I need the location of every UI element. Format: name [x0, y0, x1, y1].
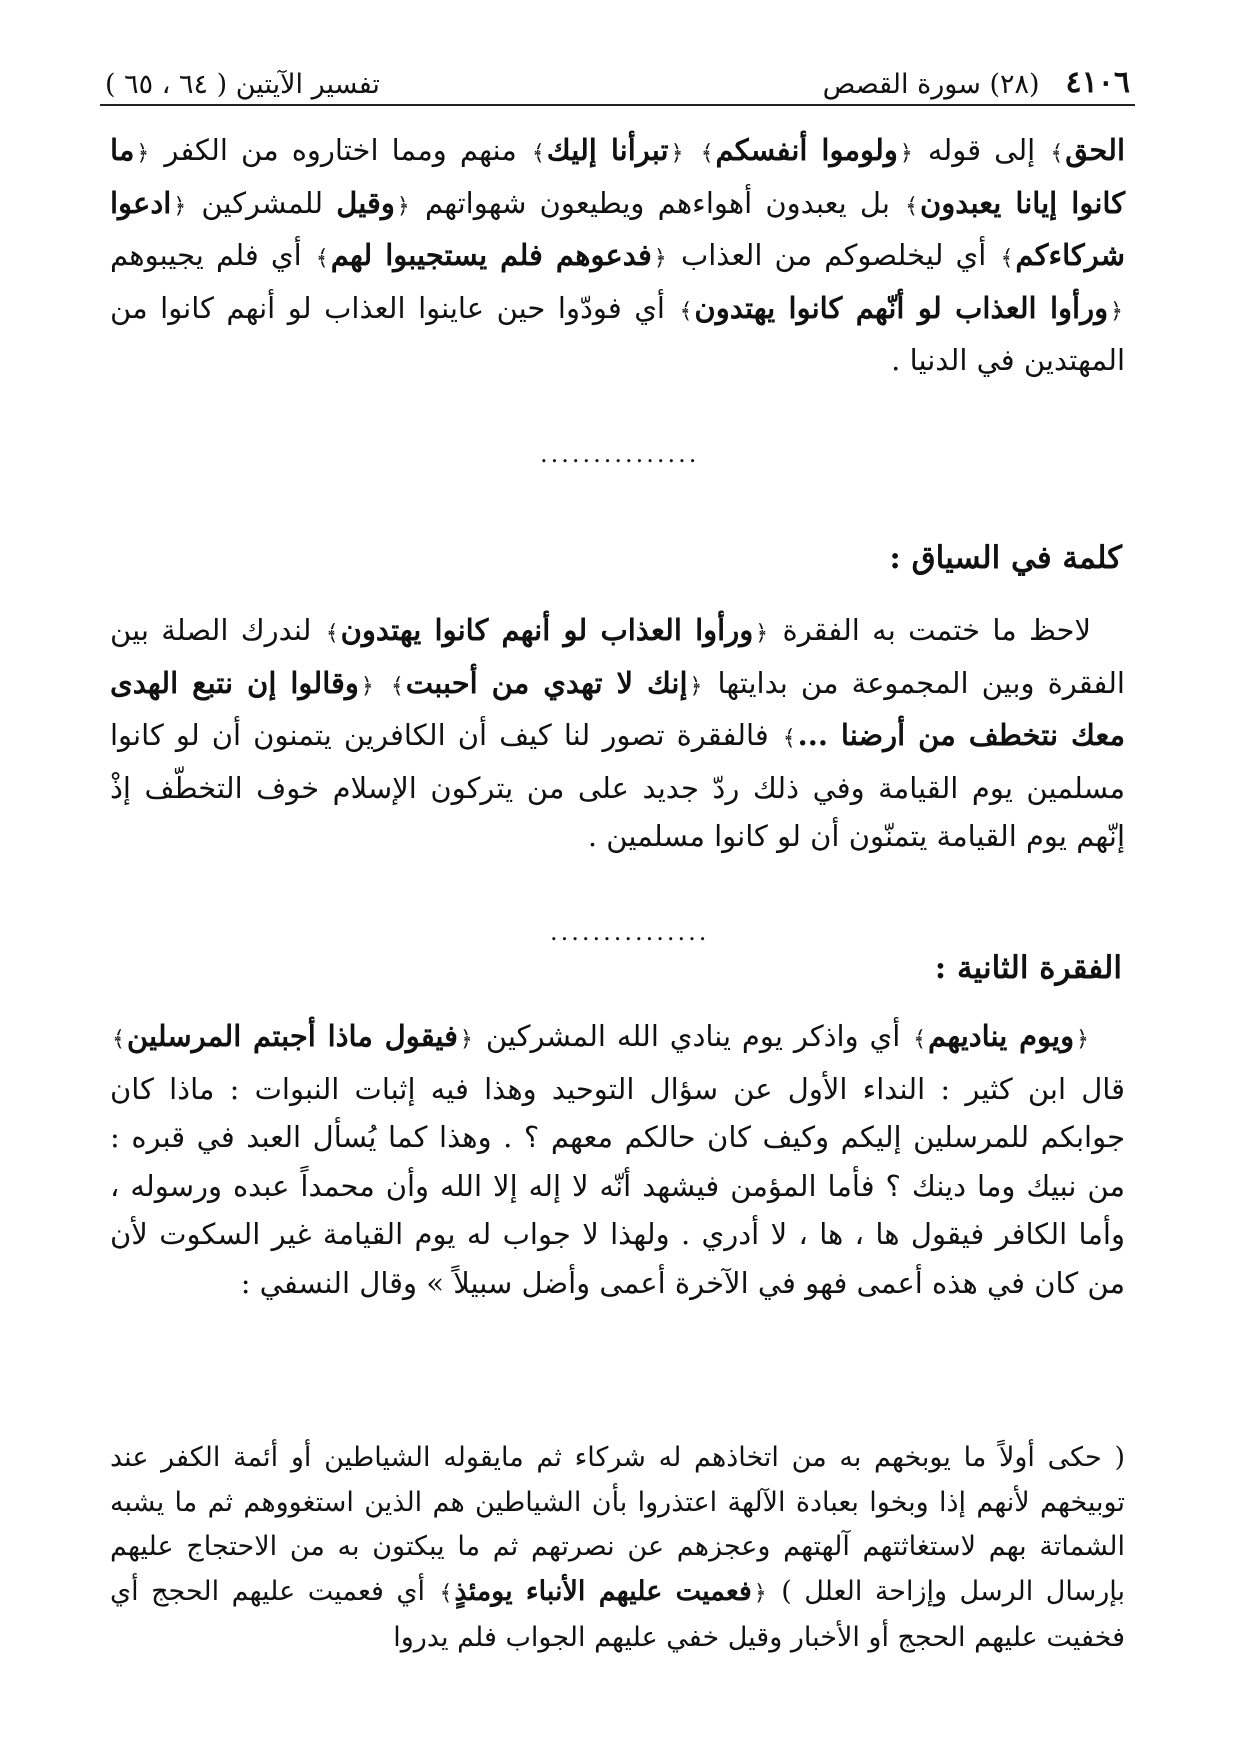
- ornament-close-icon: ﴾: [782, 726, 796, 751]
- paragraph-text: [110, 126, 1125, 385]
- ornament-open-icon: ﴿: [899, 141, 913, 166]
- commentary-text: قال ابن كثير : النداء الأول عن سؤال التوحيد وهذا فيه إثبات النبوات : ماذا كان جوابكم للمرسلين إليكم وكيف كان حالكم معهم ؟ . وهذا كما يُسأل العبد في قبره : من نبيك وما دينك ؟ فأما المؤمن فيشهد أنّه لا إله إلا الله وأن محمداً عبده ورسوله ، وأما الكافر فيقول ها ، ها ، لا أدري . ولهذا لا جواب له يوم القيامة غير السكوت لأن من كان في هذه أعمى فهو في الآخرة أعمى وأضل سبيلاً » وقال النسفي :: [110, 1071, 1125, 1300]
- paragraph-ibn-kathir: [110, 1012, 1125, 1307]
- ornament-open-icon: ﴿: [689, 673, 703, 699]
- ornament-close-icon: ﴾: [390, 673, 404, 699]
- separator-dots: ...............: [540, 440, 700, 468]
- page-number: ٤١٠٦: [1065, 65, 1130, 100]
- quran-quote: وقالوا إن نتبع الهدى معك نتخطف من أرضنا ...: [110, 665, 1126, 752]
- quran-quote: فيقول ماذا أجبتم المرسلين: [126, 1019, 459, 1053]
- quran-quote: وقيل: [336, 185, 395, 220]
- ornament-open-icon: ﴿: [670, 141, 684, 166]
- ornament-close-icon: ﴾: [315, 246, 329, 271]
- commentary-text: إلى قوله: [927, 133, 1036, 167]
- surah-title: (٢٨) سورة القصص: [822, 69, 1040, 100]
- ornament-close-icon: ﴾: [700, 141, 714, 166]
- ornament-open-icon: ﴿: [1076, 1027, 1090, 1052]
- commentary-text: للمشركين: [201, 185, 324, 220]
- quran-quote: ويوم يناديهم: [928, 1019, 1075, 1053]
- paragraph-intro: [110, 126, 1125, 385]
- ornament-open-icon: ﴿: [1110, 298, 1124, 324]
- quran-quote: ادعوا شركاءكم: [110, 185, 1126, 272]
- quran-quote: الحق: [1065, 133, 1126, 167]
- quran-quote: إنك لا تهدي من أحببت: [405, 665, 688, 700]
- verses-title: تفسير الآيتين ( ٦٤ ، ٦٥ ): [105, 69, 380, 100]
- commentary-text: بل يعبدون أهواءهم ويطيعون شهواتهم: [424, 185, 890, 220]
- quran-quote: ورأوا العذاب لو أنهم كانوا يهتدون: [340, 613, 754, 647]
- paragraph-nasafi-quote: [110, 1436, 1125, 1661]
- ornament-open-icon: ﴿: [460, 1027, 473, 1052]
- quran-quote: تبرأنا إليك: [546, 133, 669, 167]
- paragraph-text: [110, 1436, 1125, 1661]
- ornament-close-icon: ﴾: [913, 1027, 927, 1052]
- section-heading-second-passage: الفقرة الثانية :: [934, 950, 1122, 986]
- commentary-text: لندرك الصلة بين الفقرة وبين المجموعة من بدايتها: [110, 613, 1125, 700]
- ornament-close-icon: ﴾: [112, 1027, 125, 1052]
- quran-quote: ورأوا العذاب لو أنّهم كانوا يهتدون: [694, 290, 1109, 325]
- running-header: [105, 58, 1130, 100]
- paragraph-text: [110, 1012, 1125, 1307]
- section-heading-context: كلمة في السياق :: [889, 540, 1122, 576]
- quran-quote: ما كانوا إيانا يعبدون: [110, 133, 1126, 220]
- quran-quote: فدعوهم فلم يستجيبوا لهم: [330, 238, 652, 272]
- ornament-close-icon: ﴾: [439, 1580, 453, 1606]
- ornament-open-icon: ﴿: [753, 1580, 767, 1606]
- commentary-text: منهم ومما اختاروه من الكفر: [164, 133, 517, 167]
- ornament-close-icon: ﴾: [1050, 141, 1064, 166]
- ornament-close-icon: ﴾: [531, 141, 545, 166]
- ornament-open-icon: ﴿: [360, 673, 374, 699]
- ornament-close-icon: ﴾: [905, 193, 918, 219]
- commentary-text: فالفقرة تصور لنا كيف أن الكافرين يتمنون أن لو كانوا مسلمين يوم القيامة وفي ذلك ردّ جديد على من يتركون الإسلام خوف التخطّف إذْ إنّهم يوم القيامة يتمنّون أن لو كانوا مسلمين .: [110, 718, 1125, 853]
- header-rule: [100, 104, 1135, 106]
- quran-quote: ولوموا أنفسكم: [715, 133, 898, 167]
- commentary-text: أي واذكر يوم ينادي الله المشركين: [485, 1019, 901, 1053]
- paragraph-context: [110, 606, 1125, 861]
- ornament-open-icon: ﴿: [173, 193, 187, 219]
- commentary-text: أي فلم يجيبوهم: [110, 238, 302, 272]
- commentary-text: لاحظ ما ختمت به الفقرة: [782, 613, 1092, 647]
- commentary-text: أي فودّوا حين عاينوا العذاب لو أنهم كانوا من المهتدين في الدنيا .: [110, 290, 1125, 377]
- commentary-text: أي ليخلصوكم من العذاب: [680, 238, 987, 272]
- commentary-text: أي فعميت عليهم الحجج أي فخفيت عليهم الحجج أو الأخبار وقيل خفي عليهم الجواب فلم يدروا: [110, 1575, 1125, 1653]
- header-right: [823, 65, 1130, 100]
- ornament-open-icon: ﴿: [396, 193, 410, 219]
- ornament-open-icon: ﴿: [755, 621, 769, 646]
- ornament-close-icon: ﴾: [1000, 246, 1014, 271]
- ornament-close-icon: ﴾: [679, 298, 693, 324]
- separator-dots: ...............: [550, 918, 710, 946]
- ornament-open-icon: ﴿: [653, 246, 667, 271]
- paragraph-text: [110, 606, 1125, 861]
- quoted-text: ( حكى أولاً ما يوبخهم به من اتخاذهم له شركاء ثم مايقوله الشياطين أو أئمة الكفر عند توبيخهم لأنهم إذا وبخوا بعبادة الآلهة اعتذروا بأن الشياطين هم الذين استغووهم ثم ما يشبه الشماتة بهم لاستغاثتهم آلهتهم وعجزهم عن نصرتهم ثم ما يبكتون به من الاحتجاج عليهم بإرسال الرسل وإزاحة العلل ): [110, 1442, 1126, 1607]
- quran-quote: فعميت عليهم الأنباء يومئذٍ: [454, 1575, 752, 1607]
- ornament-open-icon: ﴿: [136, 141, 150, 166]
- ornament-close-icon: ﴾: [325, 621, 339, 646]
